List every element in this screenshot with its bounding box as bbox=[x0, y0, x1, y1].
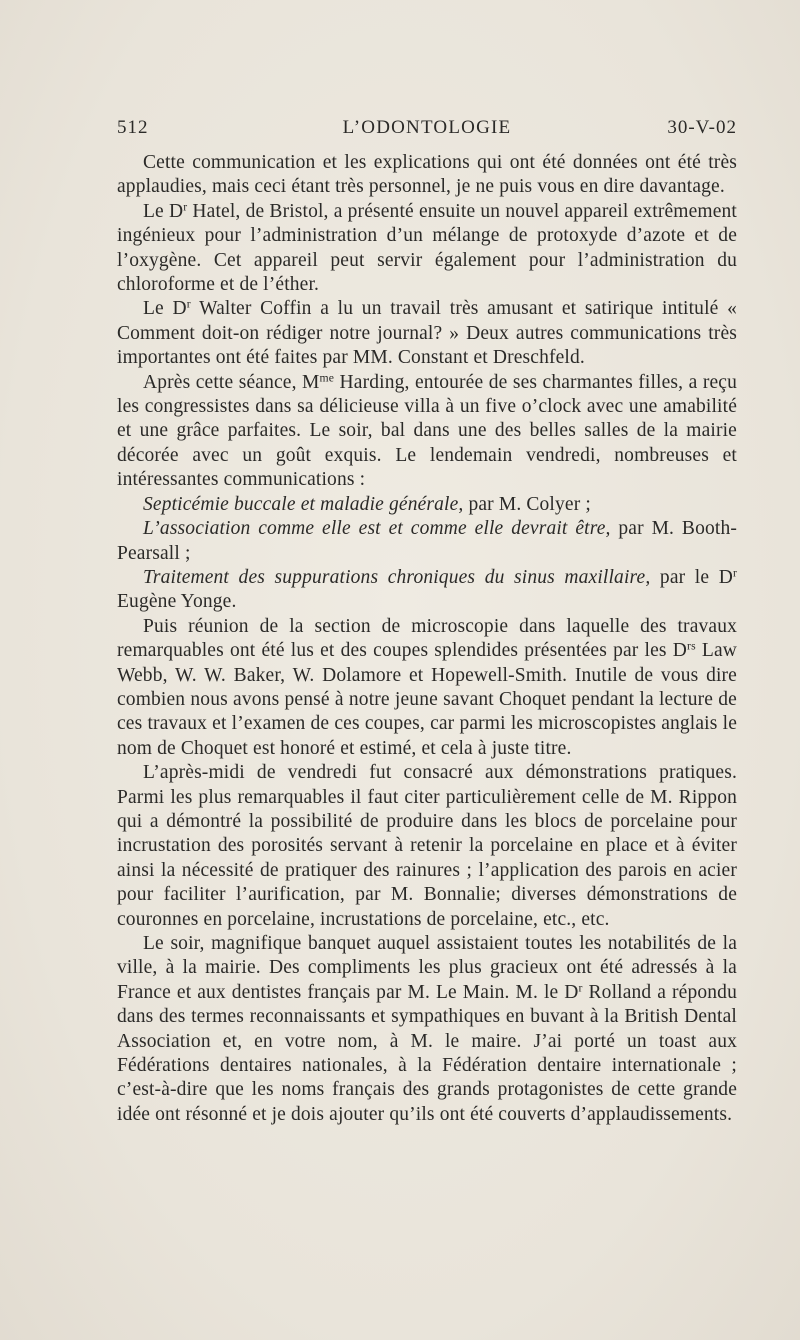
paragraph-banquet: Le soir, magnifique banquet auquel assistaient toutes les notabilités de la ville, à la mairie. Des compliments les plus gracieux ont été adressés à la France et aux dentistes français par M. Le Main. M. le $D^r$ Rolland a répondu dans des termes reconnaissants et sympathiques en buvant à la British Dental Association et, en votre nom, à M. le maire. J’ai porté un toast aux Fédérations dentaires nationales, à la Fédération dentaire internationale ; c’est-à-dire que les noms français des grands protagonistes de cette grande idée ont résonné et je dois ajouter qu’ils ont été couverts d’applaudissements. bbox=[117, 933, 737, 1125]
paragraph-demonstrations: L’après-midi de vendredi fut consacré aux démonstrations pratiques. Parmi les plus remarquables il faut citer particulièrement celle de M. Rippon qui a démontré la possibilité de produire dans les blocs de porcelaine pour incrustation des porosités servant à retenir la porcelaine en place et à éviter ainsi la nécessité de pratiquer des rainures ; l’application des parois en acier pour faciliter l’aurification, par M. Bonnalie; diverses démonstrations de couronnes en porcelaine, incrustations de porcelaine, etc., etc. bbox=[117, 762, 737, 930]
page-number: 512 bbox=[117, 117, 149, 138]
paragraph-3: Le $D^r$ Walter Coffin a lu un travail très amusant et satirique intitulé « Comment doit-on rédiger notre journal? » Deux autres communications très importantes ont été faites par MM. Constant et Dreschfeld. bbox=[117, 298, 737, 369]
communication-title: L’association comme elle est et comme elle devrait être, bbox=[143, 518, 611, 540]
journal-title: L’ODONTOLOGIE bbox=[342, 117, 512, 138]
communication-title: Traitement des suppurations chroniques du sinus maxillaire, bbox=[143, 566, 651, 588]
paragraph-1: Cette communication et les explications qui ont été données ont été très applaudies, mais ceci étant très personnel, je ne puis vous en dire davantage. bbox=[117, 152, 737, 198]
paragraph-4: Après cette séance, $M^{me}$ Harding, entourée de ses charmantes filles, a reçu les congressistes dans sa délicieuse villa à un five o’clock avec une amabilité et une grâce parfaites. Le soir, bal dans une des belles salles de la mairie décorée avec un goût exquis. Le lendemain vendredi, nombreuses et intéressantes communications : bbox=[117, 371, 737, 491]
paragraph-2: Le $D^r$ Hatel, de Bristol, a présenté ensuite un nouvel appareil extrêmement ingénieux pour l’administration d’un mélange de protoxyde d’azote et de l’oxygène. Cet appareil peut servir également pour l’administration du chloroforme et de l’éther. bbox=[117, 200, 737, 296]
issue-date: 30-V-02 bbox=[667, 117, 737, 138]
communication-yonge: Traitement des suppurations chroniques du sinus maxillaire, par le $D^r$ Eugène Yonge. bbox=[117, 566, 737, 613]
communication-booth-pearsall: L’association comme elle est et comme elle devrait être, par M. Booth-Pearsall ; bbox=[117, 518, 737, 564]
communication-title: Septicémie buccale et maladie générale, bbox=[143, 493, 464, 515]
article-body bbox=[117, 151, 737, 1127]
communication-colyer: Septicémie buccale et maladie générale, par M. Colyer ; bbox=[143, 493, 591, 515]
paragraph-microscopie: Puis réunion de la section de microscopie dans laquelle des travaux remarquables ont été lus et des coupes splendides présentées par les $D^{rs}$ Law Webb, W. W. Baker, W. Dolamore et Hopewell-Smith. Inutile de vous dire combien nous avons pensé à notre jeune savant Choquet pendant la lecture de ces travaux et l’examen de ces coupes, car parmi les microscopistes anglais le nom de Choquet est honoré et estimé, et cela à juste titre. bbox=[117, 615, 738, 759]
